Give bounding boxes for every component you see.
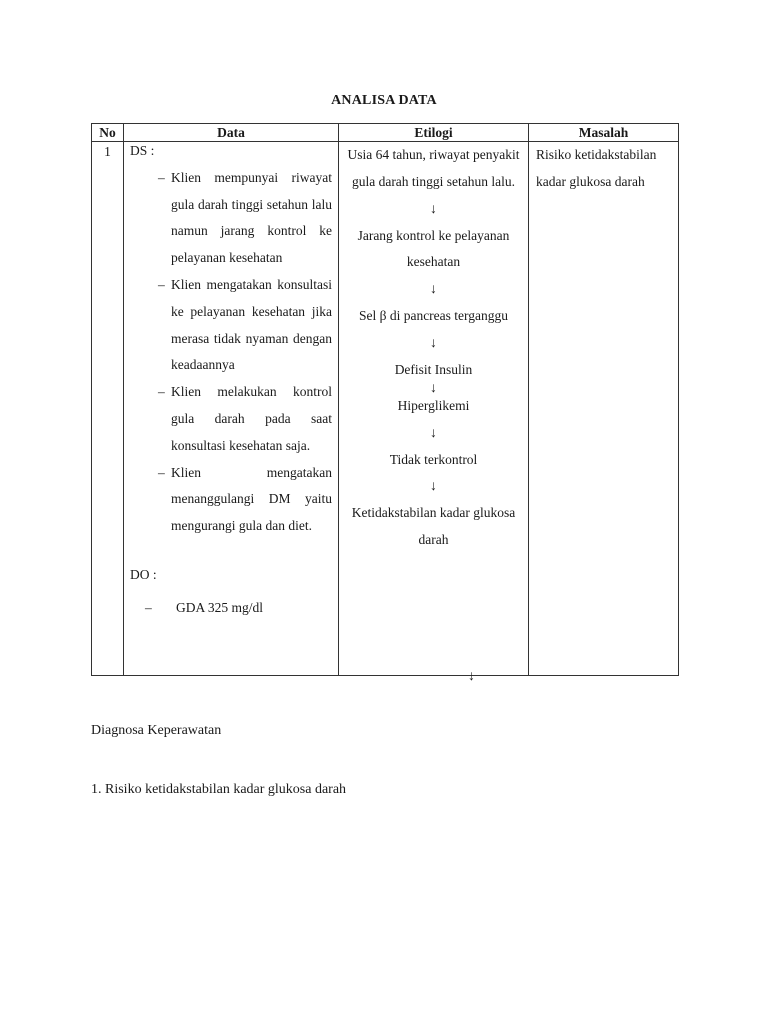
etiologi-step: Jarang kontrol ke pelayanan kesehatan [357,227,510,270]
dash-bullet-icon: – [158,384,165,400]
masalah-cell: Risiko ketidakstabilan kadar glukosa darah [529,142,679,676]
header-data: Data [124,124,339,142]
ds-label: DS : [130,143,155,158]
etiologi-step: Hiperglikemi [397,397,470,413]
diagnosis-item: 1. Risiko ketidakstabilan kadar glukosa darah [91,782,347,797]
dash-bullet-icon: – [158,276,165,292]
ds-item-text: Klien mengatakan menanggulangi DM yaitu mengurangi gula dan diet. [171,464,332,534]
down-arrow-icon: ↓ [430,425,437,441]
ds-list-item [130,379,332,459]
data-cell [124,142,339,676]
ds-list-item [130,272,332,379]
down-arrow-icon: ↓ [430,201,437,217]
etiologi-step: Usia 64 tahun, riwayat penyakit gula darah tinggi setahun lalu. [347,147,520,189]
header-no: No [92,124,124,142]
etiologi-step: Defisit Insulin [394,361,473,377]
etiologi-chain [345,142,522,554]
down-arrow-icon: ↓ [430,335,437,351]
ds-list-item [130,460,332,540]
etiologi-step: Tidak terkontrol [389,451,478,467]
dash-bullet-icon: – [158,464,165,480]
etiologi-step: Sel β di pancreas terganggu [358,308,509,324]
analysis-table [91,123,679,676]
down-arrow-icon: ↓ [430,380,437,396]
do-list-item [130,595,332,622]
do-item-text: GDA 325 mg/dl [176,599,264,615]
dash-bullet-icon: – [158,169,165,185]
header-etiologi: Etilogi [339,124,529,142]
do-list [130,595,332,622]
diagnosis-heading: Diagnosa Keperawatan [91,723,222,738]
ds-item-text: Klien melakukan kontrol gula darah pada saat konsultasi kesehatan saja. [171,384,332,453]
table-row [92,142,679,676]
page-title: ANALISA DATA [331,93,437,108]
ds-item-text: Klien mengatakan konsultasi ke pelayanan kesehatan jika merasa tidak nyaman dengan keadaannya [171,276,332,373]
header-masalah: Masalah [529,124,679,142]
down-arrow-icon: ↓ [430,479,437,495]
do-label: DO : [130,566,157,582]
ds-list-item [130,165,332,272]
etiologi-cell [339,142,529,676]
down-arrow-icon: ↓ [468,669,475,684]
etiologi-step: Ketidakstabilan kadar glukosa darah [351,505,516,548]
ds-item-text: Klien mempunyai riwayat gula darah tinggi setahun lalu namun jarang kontrol ke pelayanan kesehatan [171,169,332,266]
ds-list [130,165,332,540]
row-number: 1 [92,142,124,676]
down-arrow-icon: ↓ [430,282,437,298]
dash-bullet-icon: – [145,599,152,615]
